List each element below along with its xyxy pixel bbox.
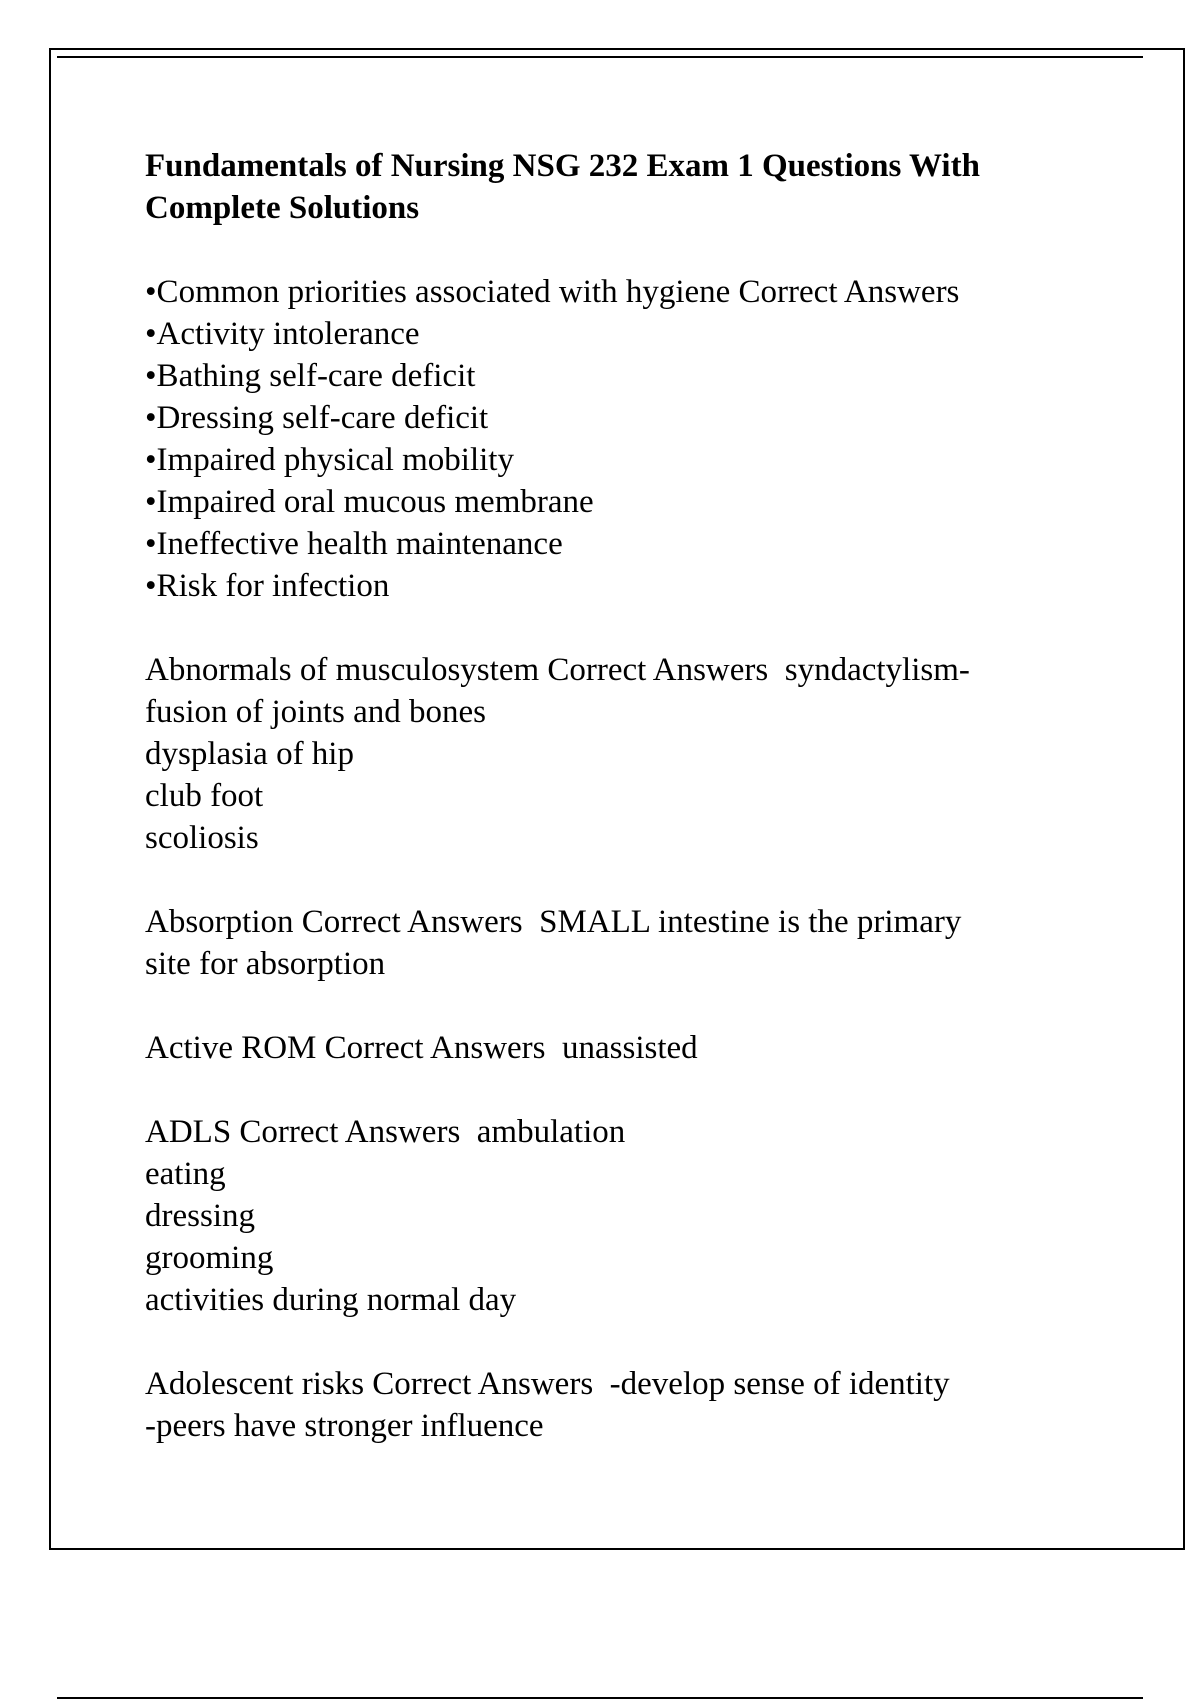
answer-line: site for absorption xyxy=(145,946,386,982)
question-line: •Common priorities associated with hygiene Correct Answers xyxy=(145,274,960,310)
answer-line: -peers have stronger influence xyxy=(145,1408,544,1444)
top-rule xyxy=(57,56,1143,58)
document-title xyxy=(145,145,1105,229)
bottom-rule xyxy=(57,1697,1143,1699)
answer-line: •Bathing self-care deficit xyxy=(145,358,476,394)
document-content xyxy=(145,145,1105,1489)
answer-line: •Activity intolerance xyxy=(145,316,420,352)
qa-adls xyxy=(145,1111,1105,1321)
question-line: Adolescent risks Correct Answers -develop sense of identity xyxy=(145,1366,950,1402)
qa-musculosystem-abnormals xyxy=(145,649,1105,859)
title-line: Fundamentals of Nursing NSG 232 Exam 1 Questions With xyxy=(145,148,980,184)
question-line: Absorption Correct Answers SMALL intestine is the primary xyxy=(145,904,962,940)
answer-line: •Dressing self-care deficit xyxy=(145,400,489,436)
answer-line: club foot xyxy=(145,778,264,814)
title-line: Complete Solutions xyxy=(145,190,420,226)
answer-line: dressing xyxy=(145,1198,255,1234)
answer-line: •Ineffective health maintenance xyxy=(145,526,563,562)
qa-hygiene-priorities xyxy=(145,271,1105,607)
answer-line: activities during normal day xyxy=(145,1282,517,1318)
answer-line: eating xyxy=(145,1156,226,1192)
answer-line: grooming xyxy=(145,1240,274,1276)
qa-absorption xyxy=(145,901,1105,985)
qa-active-rom xyxy=(145,1027,1105,1069)
question-line: Abnormals of musculosystem Correct Answers syndactylism- xyxy=(145,652,970,688)
answer-line: dysplasia of hip xyxy=(145,736,354,772)
answer-line: •Impaired oral mucous membrane xyxy=(145,484,594,520)
answer-line: •Risk for infection xyxy=(145,568,390,604)
question-line: Active ROM Correct Answers unassisted xyxy=(145,1030,698,1066)
qa-adolescent-risks xyxy=(145,1363,1105,1447)
answer-line: fusion of joints and bones xyxy=(145,694,486,730)
answer-line: •Impaired physical mobility xyxy=(145,442,514,478)
question-line: ADLS Correct Answers ambulation xyxy=(145,1114,626,1150)
answer-line: scoliosis xyxy=(145,820,259,856)
